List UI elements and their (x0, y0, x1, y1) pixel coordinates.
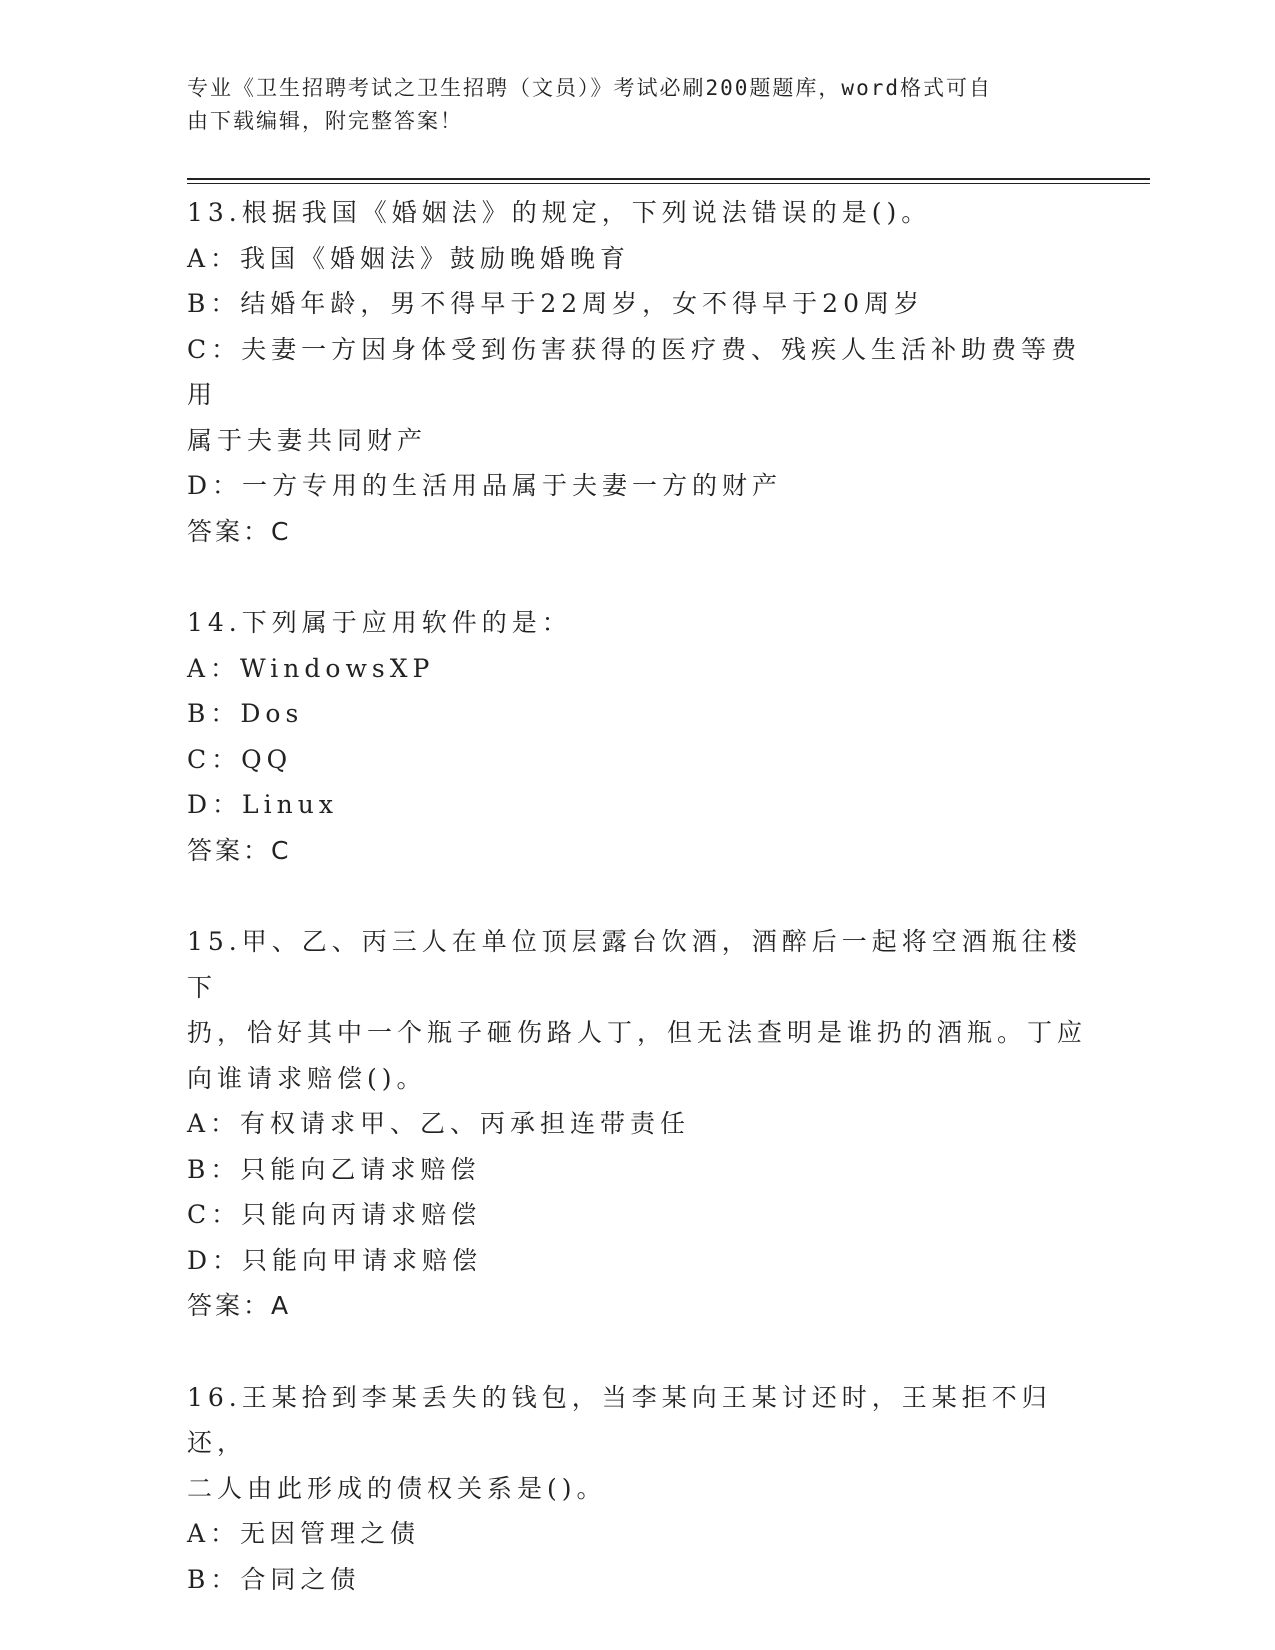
question-item (187, 600, 1087, 873)
option-line: C：只能向丙请求赔偿 (187, 1200, 482, 1229)
option-line: C：QQ (187, 744, 293, 774)
question-item (187, 190, 1087, 554)
option-line: C：夫妻一方因身体受到伤害获得的医疗费、残疾人生活补助费等费用 (187, 334, 1082, 409)
option-line: D：Linux (187, 790, 338, 819)
option-line: B：结婚年龄，男不得早于22周岁，女不得早于20周岁 (187, 289, 924, 318)
question-item (187, 919, 1087, 1329)
header-divider-thick (187, 178, 1150, 180)
answer-label: 答案：C (187, 516, 292, 546)
option-line: B：合同之债 (187, 1564, 361, 1594)
question-stem-line: 15.甲、乙、丙三人在单位顶层露台饮酒，酒醉后一起将空酒瓶往楼下 (187, 927, 1082, 1002)
option-line: A：无因管理之债 (187, 1519, 421, 1548)
question-stem-line: 14.下列属于应用软件的是： (187, 608, 572, 637)
question-list (187, 190, 1087, 1648)
answer-label: 答案：A (187, 1291, 292, 1320)
answer-label: 答案：C (187, 835, 292, 865)
option-line: D：只能向甲请求赔偿 (187, 1245, 483, 1275)
question-stem-line: 扔，恰好其中一个瓶子砸伤路人丁，但无法查明是谁扔的酒瓶。丁应 (187, 1018, 1088, 1047)
question-stem-line: 二人由此形成的债权关系是()。 (187, 1473, 607, 1503)
option-line: A：有权请求甲、乙、丙承担连带责任 (187, 1109, 691, 1138)
question-stem-line: 向谁请求赔偿()。 (187, 1063, 427, 1093)
option-line: A：我国《婚姻法》鼓励晚婚晚育 (187, 243, 631, 273)
option-line: B：只能向乙请求赔偿 (187, 1154, 481, 1184)
header-line-1: 专业《卫生招聘考试之卫生招聘（文员）》考试必刷200题题库，word格式可自 (187, 76, 992, 100)
option-line: D：一方专用的生活用品属于夫妻一方的财产 (187, 471, 783, 500)
option-line: 属于夫妻共同财产 (187, 425, 428, 455)
document-header (187, 72, 1087, 138)
question-stem-line: 16.王某拾到李某丢失的钱包，当李某向王某讨还时，王某拒不归还， (187, 1382, 1052, 1457)
question-item (187, 1375, 1087, 1603)
header-divider-thin (187, 183, 1150, 184)
question-stem-line: 13.根据我国《婚姻法》的规定，下列说法错误的是()。 (187, 198, 932, 227)
header-line-2: 由下载编辑，附完整答案！ (187, 109, 463, 133)
option-line: A：WindowsXP (187, 653, 435, 683)
option-line: B：Dos (187, 699, 304, 728)
